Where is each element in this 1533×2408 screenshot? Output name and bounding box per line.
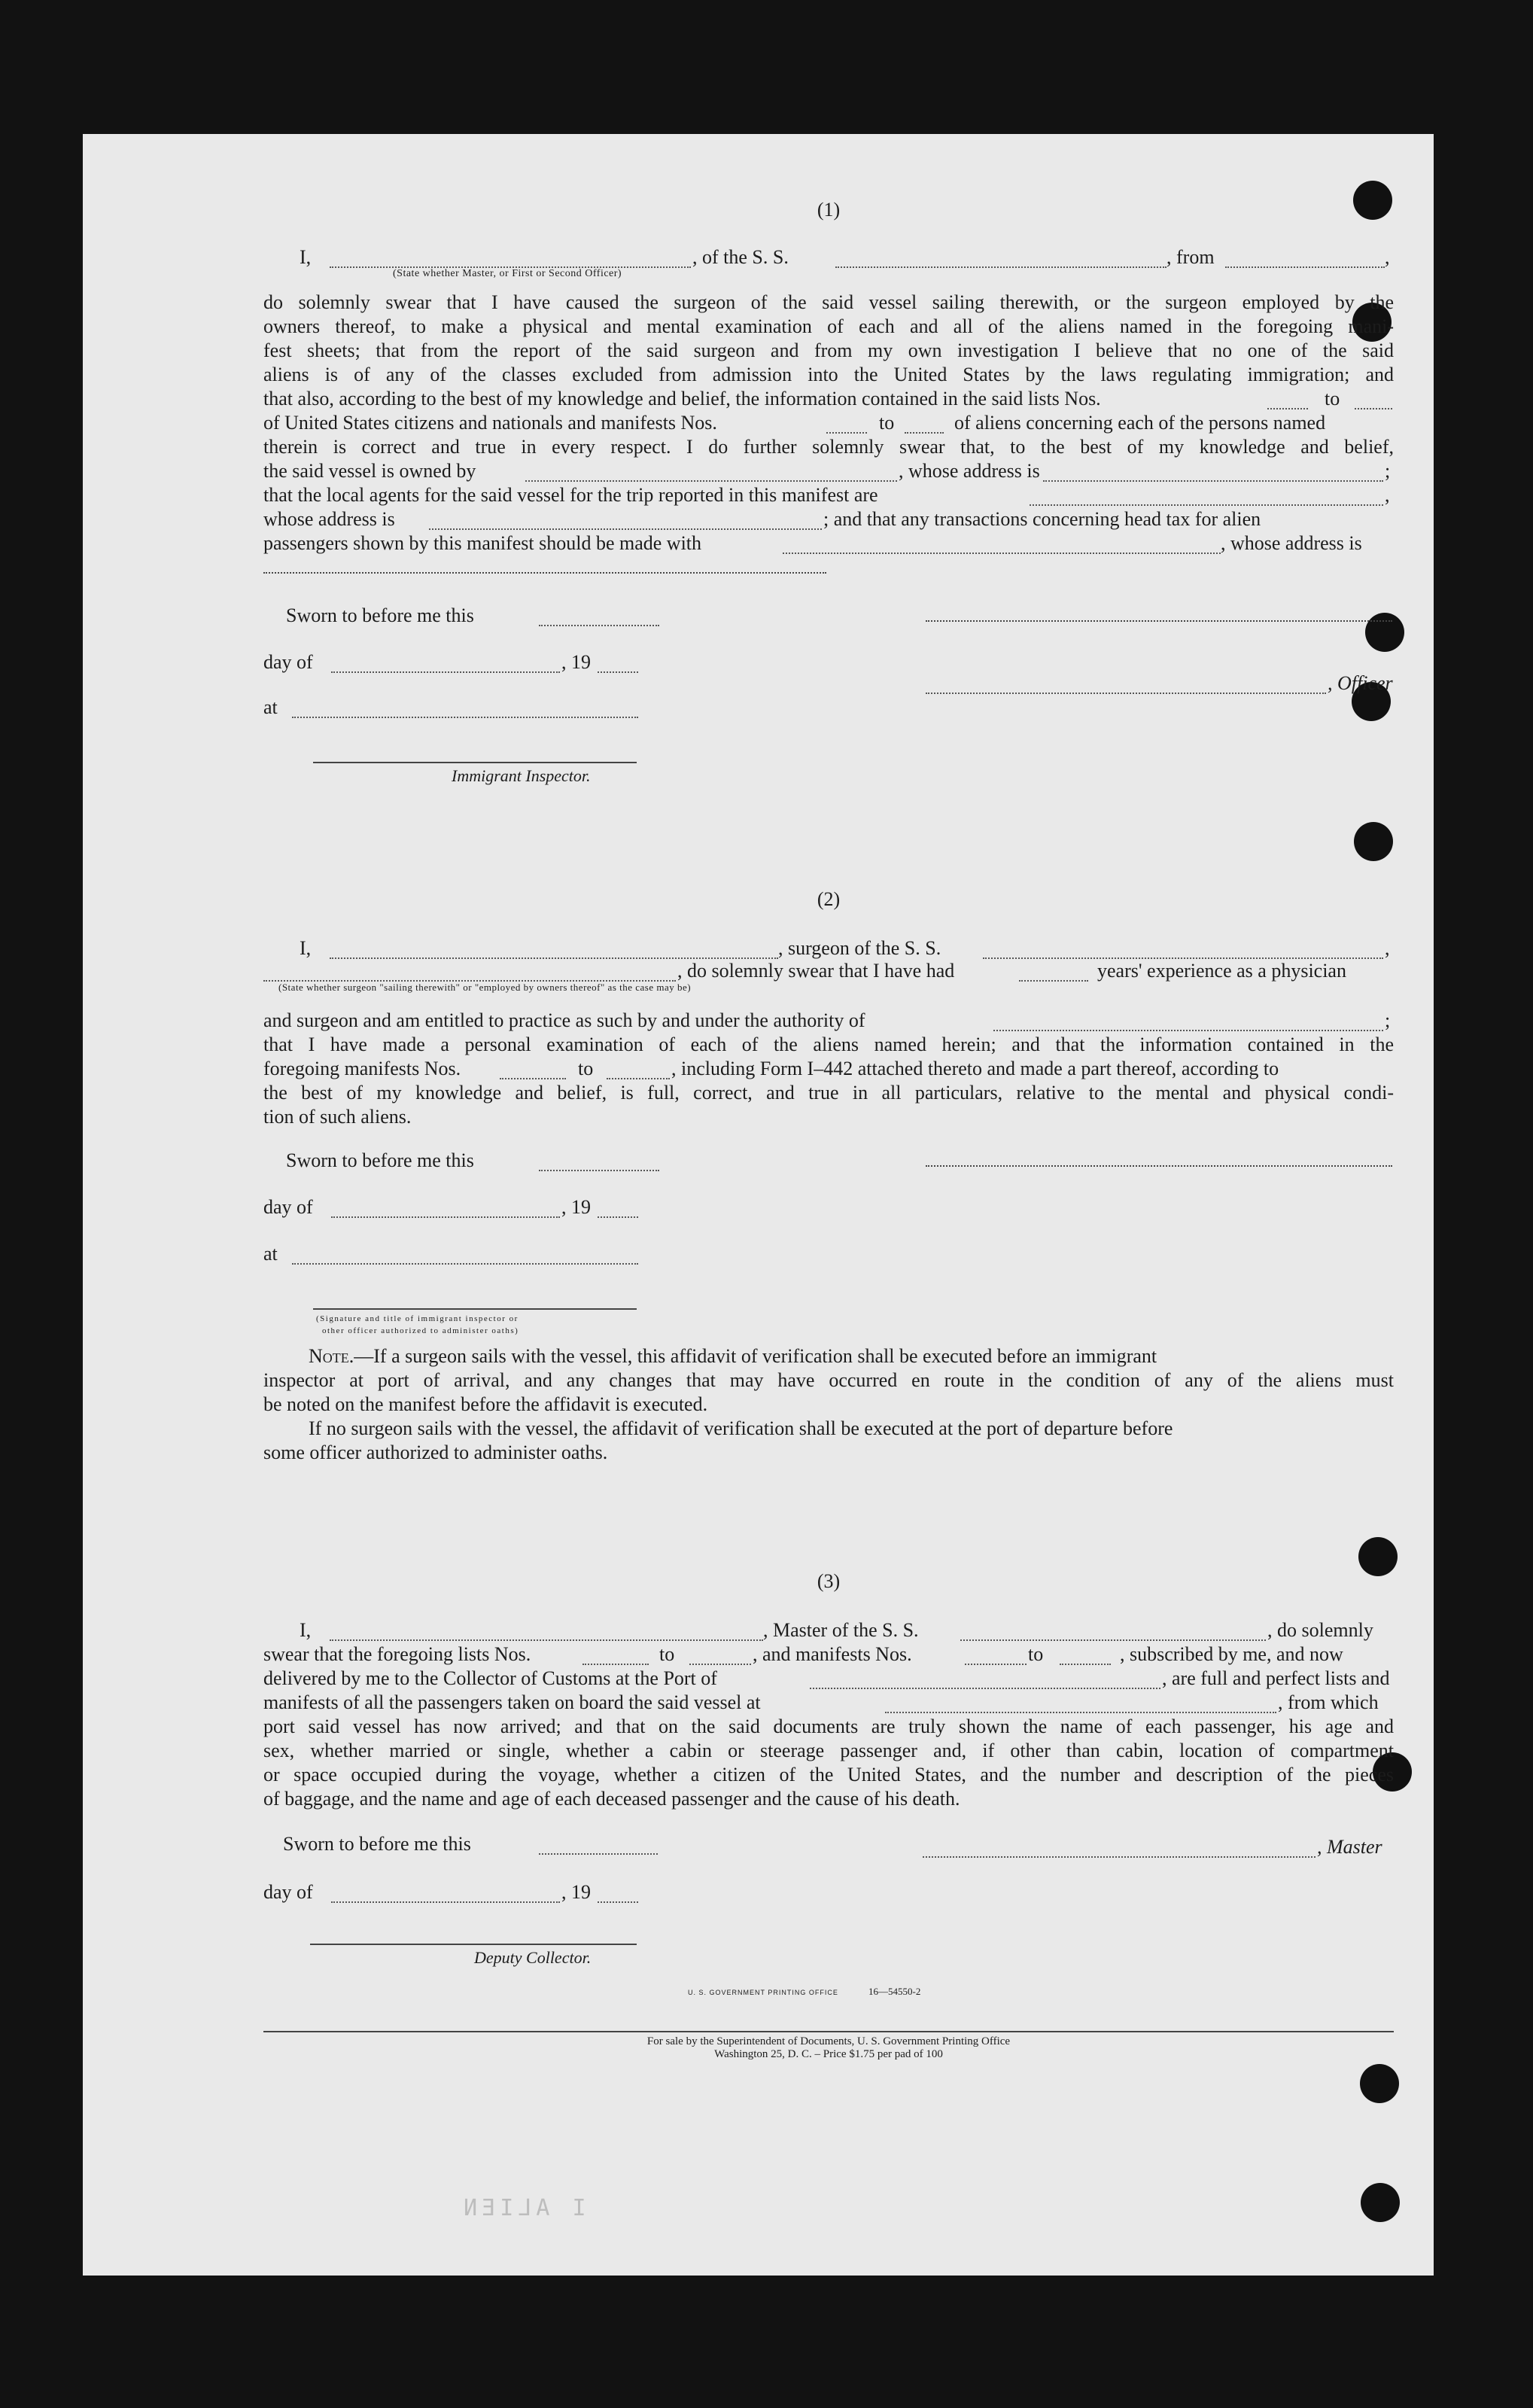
section-1-day-of: day of , 19 — [263, 650, 1394, 674]
sworn-day-field[interactable] — [539, 1153, 659, 1171]
collector-signature-line[interactable] — [310, 1944, 637, 1945]
manifests-from-field[interactable] — [500, 1061, 566, 1079]
lists-to-field[interactable] — [689, 1647, 751, 1665]
owner-field[interactable] — [525, 464, 897, 482]
section-2-day-of: day of , 19 — [263, 1195, 1394, 1219]
section-1-line: fest sheets; that from the report of the said surgeon and from my own investigation I believe that no one of the said — [263, 339, 1394, 361]
form-page: I ALIEN (1) I, , of the S. S. , from , (State whether Master, or First or Second Officer) do solemnly swear that I have caused the surgeon of the said vessel sailing therewith, or the surgeon employed by the owners thereof, to make a physical and mental examination of each and all of the aliens named in the foregoing mani- fest sheets; that from the report of the said surgeon and from my own investigation I believe that no one of the said aliens is of any of the classes excluded from admission into the United States by the laws regulating immigration; and that also, according to the best of my knowledge and belief, the information contained in the said lists Nos. to of United States citizens and nationals and manifests Nos. to of aliens concerning each of the persons named therein is correct and true in every respect. I do further solemnly swear that, to the best of my knowledge and belief, the said vessel is owned by , whose address is ; that the local agents for the said vessel for the trip reported in this manifest are , whose address is ; and that any transactions concerning head tax for alien passengers shown by this manifest should be made with , whose address is Sworn to before me this day of , 19 , Officer at Immigrant Inspector. (2) I, , surgeon of the S. S. , , do solemnly swear that I have had years' experience as a physician (State whether surgeon "sailing therewith" or "employed by owners thereof" as the case may be) and surgeon and am entitled to practice as such by and under the authority of ; that I have made a personal examination of each of the aliens named herein; and that the information contained in the foregoing manifests Nos. to , including Form I–442 attached thereto and made a part thereof, according to the best of my knowledge and belief, is full, correct, and true in all particulars, relative to the mental and physical condi- tion of such aliens. Sworn to before me this day of , 19 at (Signature and title of immigrant inspector or other officer authorized to administer oaths) Note.—If a surgeon sails with the vessel, this affidavit of verification shall be executed before an immigrant inspector at port of arrival, and any changes that may have occurred en route in the condition of any of the aliens must be noted on the manifest before the affidavit is executed. If no surgeon sails with the vessel, the affidavit of verification shall be executed at the port of departure before some officer authorized to administer oaths. (3) I, , Master of the S. S. , do solemnly swear that the foregoing lists Nos. to , and manifests Nos. to , subscribed by me, and now delivered by me to the Collector of Customs at the Port of , are full and perfect lists and manifests of all the passengers taken on board the said vessel at , from which port said vessel has now arrived; and that on the said documents are truly shown the name of each passenger, his age and sex, whether married or single, whether a cabin or steerage passenger and, if other than cabin, location of compartment or space occupied during the voyage, whether a citizen of the United States, and the number and description of the pieces of baggage, and the name and age of each deceased passenger and the cause of his death. Sworn to before me this , Master day of , 19 Deputy Collector. U. S. GOVERNMENT PRINTING OFFICE 16—54550-2 For sale by the Superintendent of Documents, U. S. Government Printing Office Washington 25, D. C. – Price $1.75 per pad of 100 — [83, 134, 1434, 2276]
surgeon-name-field[interactable] — [330, 941, 778, 959]
signature-caption: other officer authorized to administer oaths) — [322, 1326, 519, 1335]
section-1-line: therein is correct and true in every respect. I do further solemnly swear that, to the best of my knowledge and belief, — [263, 436, 1394, 458]
section-2-line-3: and surgeon and am entitled to practice as such by and under the authority of ; — [263, 1009, 1391, 1031]
authority-field[interactable] — [993, 1013, 1383, 1031]
lists-from-field[interactable] — [582, 1647, 649, 1665]
sworn-day-field[interactable] — [539, 1837, 658, 1855]
month-field[interactable] — [331, 1200, 560, 1218]
section-1-line: do solemnly swear that I have caused the surgeon of the said vessel sailing therewith, or the surgeon employed by the — [263, 291, 1394, 313]
note-line: some officer authorized to administer oaths. — [263, 1441, 608, 1463]
manifests-to-field[interactable] — [905, 416, 944, 434]
section-2-line: the best of my knowledge and belief, is full, correct, and true in all particulars, relative to the mental and physical condi- — [263, 1082, 1394, 1104]
section-2-sworn: Sworn to before me this — [286, 1149, 1416, 1173]
section-2-line: tion of such aliens. — [263, 1106, 412, 1128]
printing-office: U. S. GOVERNMENT PRINTING OFFICE — [688, 1989, 838, 1996]
section-3-line: or space occupied during the voyage, whether a citizen of the United States, and the number and description of the pieces — [263, 1764, 1394, 1785]
embark-port-field[interactable] — [885, 1695, 1276, 1713]
section-1-line-lists: that also, according to the best of my knowledge and belief, the information contained in the said lists Nos. to — [263, 387, 1394, 411]
section-3-day-of: day of , 19 — [263, 1880, 1394, 1904]
section-3-line-3: delivered by me to the Collector of Customs at the Port of , are full and perfect lists and — [263, 1667, 1390, 1689]
note-line: be noted on the manifest before the affidavit is executed. — [263, 1393, 708, 1415]
section-1-number: (1) — [817, 199, 841, 221]
section-2-number: (2) — [817, 888, 841, 910]
year-field[interactable] — [598, 1885, 638, 1903]
agents-address-field[interactable] — [429, 512, 822, 530]
section-2-line: that I have made a personal examination of each of the aliens named herein; and that the information contained in the — [263, 1034, 1394, 1055]
binder-hole — [1360, 2064, 1399, 2103]
surgeon-signature-line[interactable] — [926, 1165, 1392, 1167]
lists-from-field[interactable] — [1267, 391, 1308, 409]
master-name-field[interactable] — [330, 1623, 763, 1641]
year-field[interactable] — [598, 655, 638, 673]
vessel-name-field[interactable] — [835, 250, 1166, 268]
collector-caption: Deputy Collector. — [474, 1948, 592, 1967]
section-2-sub-caption: (State whether surgeon "sailing therewith" or "employed by owners thereof" as the case may be) — [278, 982, 692, 993]
section-3-number: (3) — [817, 1570, 841, 1592]
note-line: inspector at port of arrival, and any changes that may have occurred en route in the condition of any of the aliens must — [263, 1369, 1394, 1391]
sworn-day-field[interactable] — [539, 608, 659, 626]
section-3-line: port said vessel has now arrived; and that on the said documents are truly shown the name of each passenger, his age and — [263, 1715, 1394, 1737]
section-1-line-owner: the said vessel is owned by , whose address is ; — [263, 460, 1391, 482]
master-signature-field[interactable] — [923, 1840, 1316, 1858]
section-3-sworn: Sworn to before me this — [283, 1832, 1413, 1856]
section-1-line-agents-address: whose address is ; and that any transactions concerning head tax for alien — [263, 508, 1261, 530]
section-2-line-5: foregoing manifests Nos. to , including Form I–442 attached thereto and made a part thereof, according to — [263, 1058, 1279, 1079]
section-1-line-manifests: of United States citizens and nationals and manifests Nos. to of aliens concerning each of the persons named — [263, 412, 1326, 434]
binder-hole — [1361, 2183, 1400, 2222]
year-field[interactable] — [598, 1200, 638, 1218]
section-1-line-agents: that the local agents for the said vessel for the trip reported in this manifest are , — [263, 484, 1390, 506]
head-tax-contact-field[interactable] — [783, 536, 1221, 554]
month-field[interactable] — [331, 1885, 560, 1903]
surgeon-status-field[interactable] — [263, 964, 676, 982]
authority-signature-line[interactable] — [313, 1308, 637, 1310]
surgeon-vessel-field[interactable] — [983, 941, 1383, 959]
section-3-line: of baggage, and the name and age of each deceased passenger and the cause of his death. — [263, 1788, 960, 1810]
place-field[interactable] — [292, 1247, 638, 1265]
section-3-line-2: swear that the foregoing lists Nos. to , and manifests Nos. to , subscribed by me, and now — [263, 1643, 1343, 1665]
inspector-caption: Immigrant Inspector. — [452, 766, 591, 785]
section-1-sub-caption: (State whether Master, or First or Second Officer) — [393, 268, 622, 279]
sale-notice: For sale by the Superintendent of Documents, U. S. Government Printing Office — [646, 2035, 1011, 2047]
section-2-at: at — [263, 1242, 1394, 1266]
port-field[interactable] — [810, 1671, 1160, 1689]
agents-field[interactable] — [1030, 488, 1383, 506]
from-port-field[interactable] — [1225, 250, 1385, 268]
manifests-to-field[interactable] — [607, 1061, 670, 1079]
years-experience-field[interactable] — [1019, 964, 1088, 982]
note-line-1: Note.—If a surgeon sails with the vessel, this affidavit of verification shall be executed before an immigrant — [309, 1345, 1157, 1367]
section-1-line: owners thereof, to make a physical and mental examination of each and all of the aliens named in the foregoing mani- — [263, 315, 1394, 337]
master-name-field[interactable] — [330, 250, 691, 268]
officer-field[interactable] — [926, 676, 1326, 694]
month-field[interactable] — [331, 655, 560, 673]
section-3-line-4: manifests of all the passengers taken on board the said vessel at , from which — [263, 1691, 1379, 1713]
sale-notice: Washington 25, D. C. – Price $1.75 per pad of 100 — [714, 2048, 943, 2060]
section-1-at: at — [263, 696, 1394, 720]
form-code: 16—54550-2 — [868, 1986, 921, 1997]
lists-to-field[interactable] — [1355, 391, 1392, 409]
note-line-4: If no surgeon sails with the vessel, the affidavit of verification shall be executed at the port of departure before — [309, 1417, 1173, 1439]
place-field[interactable] — [292, 700, 638, 718]
section-1-line-head-tax: passengers shown by this manifest should be made with , whose address is — [263, 532, 1362, 554]
footer-rule — [263, 2031, 1394, 2032]
section-1-line: aliens is of any of the classes excluded from admission into the United States by the laws regulating immigration; and — [263, 364, 1394, 385]
manifests-from-field[interactable] — [965, 1647, 1027, 1665]
owner-address-field[interactable] — [1043, 464, 1383, 482]
signature-line[interactable] — [926, 620, 1392, 622]
head-tax-address-field[interactable] — [263, 572, 826, 574]
binder-hole — [1354, 822, 1393, 861]
manifests-to-field[interactable] — [1060, 1647, 1111, 1665]
signature-caption: (Signature and title of immigrant inspector or — [316, 1314, 519, 1323]
manifests-from-field[interactable] — [826, 416, 867, 434]
section-1-sworn: Sworn to before me this — [286, 604, 1416, 628]
vessel-name-field[interactable] — [960, 1623, 1266, 1641]
bleed-through-text: I ALIEN — [459, 2195, 586, 2221]
inspector-signature-line[interactable] — [313, 762, 637, 763]
section-3-line: sex, whether married or single, whether a cabin or steerage passenger and, if other than cabin, location of compartment — [263, 1740, 1394, 1761]
